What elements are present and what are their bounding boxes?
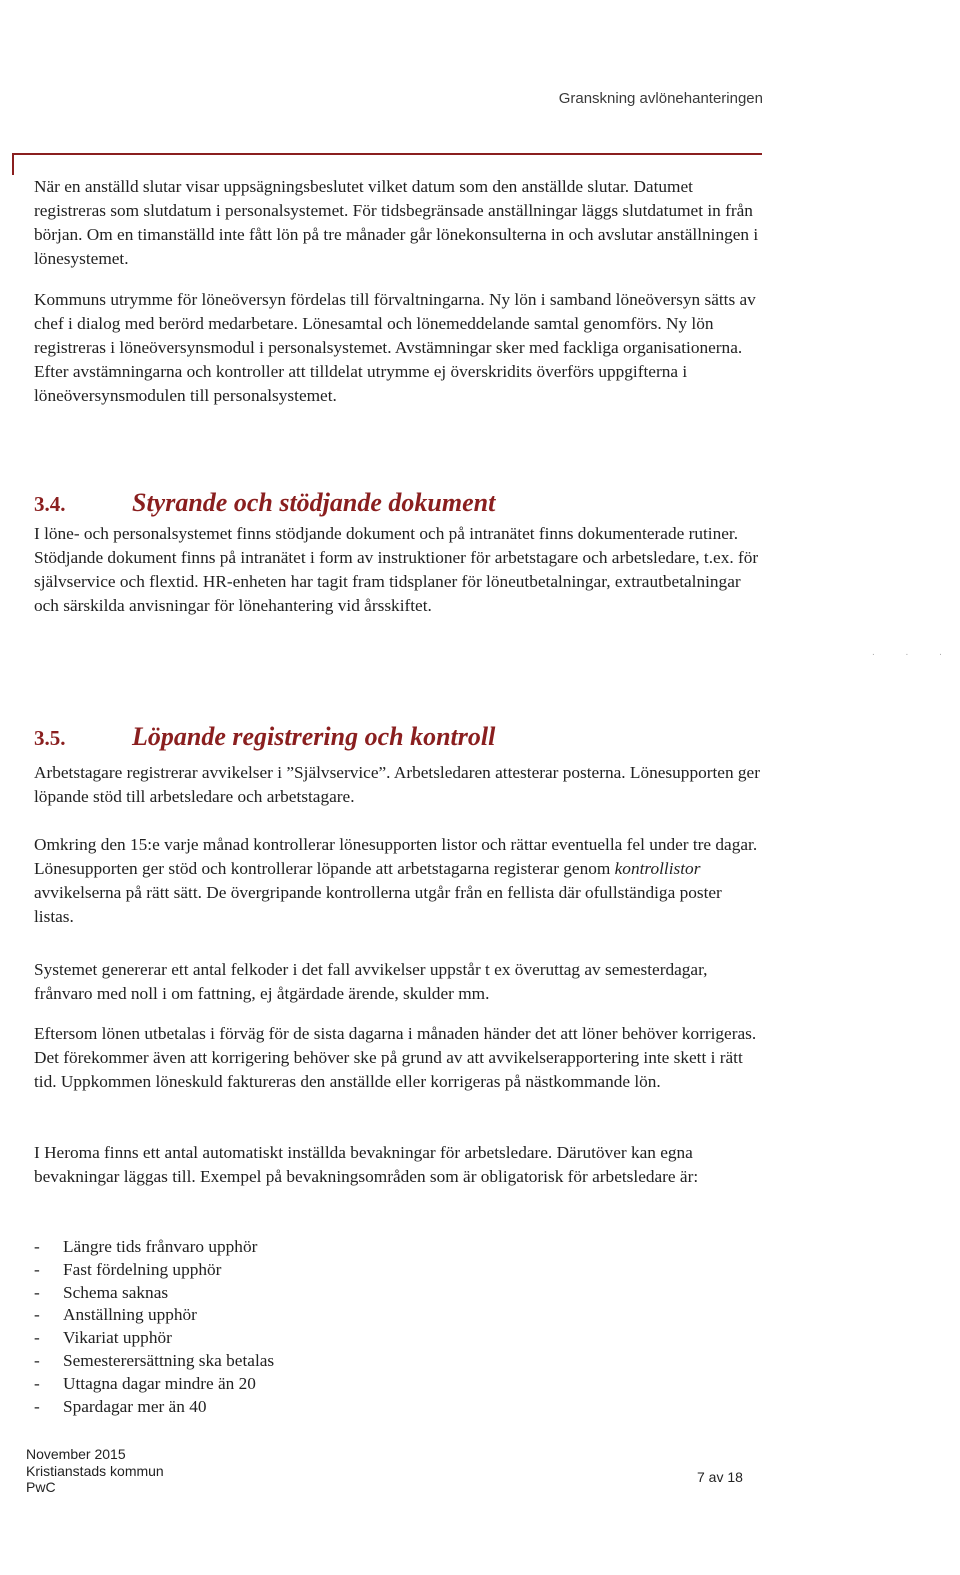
- list-marker: -: [34, 1282, 40, 1302]
- list-item-text: Fast fördelning upphör: [63, 1259, 222, 1279]
- paragraph-salary-review: Kommuns utrymme för löneöversyn fördelas till förvaltningarna. Ny lön i samband löneöversyn sätts av chef i dialog med berörd medarbetare. Lönesamtal och lönemeddelande samtal genomförs. Ny lön registreras i löneöversynsmodul i personalsystemet. Avstämningar sker med fackliga organisationerna. Efter avstämningarna och kontroller att tilldelat utrymme ej överskridits överförs uppgifterna i löneöversynsmodulen till personalsystemet.: [34, 290, 756, 405]
- list-item: [34, 1373, 274, 1396]
- list-item-text: Längre tids frånvaro upphör: [63, 1237, 258, 1256]
- list-item: [34, 1350, 274, 1373]
- list-item-text: Uttagna dagar mindre än 20: [63, 1373, 256, 1393]
- paragraph-self-service: Arbetstagare registrerar avvikelser i ”Självservice”. Arbetsledaren attesterar posterna. Lönesupporten ger löpande stöd till arbetsledare och arbetstagare.: [34, 763, 760, 806]
- header-rule-tick: [12, 153, 14, 175]
- list-item: [34, 1236, 274, 1259]
- footer: [26, 1446, 164, 1496]
- list-item-text: Spardagar mer än 40: [63, 1396, 207, 1416]
- section-number: 3.5.: [34, 726, 66, 750]
- footer-firm: PwC: [26, 1479, 56, 1495]
- section-heading-3-5: [34, 722, 495, 752]
- alert-list: [34, 1236, 274, 1418]
- paragraph-support-documents: I löne- och personalsystemet finns stödjande dokument och på intranätet finns dokumenterade rutiner. Stödjande dokument finns på intranätet i form av instruktioner för arbetstagare och arbetsledare, t.ex. för självservice och flextid. HR-enheten har tagit fram tidsplaner för löneutbetalningar, extrautbetalningar och särskilda anvisningar för lönehantering vid årsskiftet.: [34, 524, 759, 615]
- list-item-text: Semesterersättning ska betalas: [63, 1350, 275, 1370]
- list-marker: -: [34, 1259, 40, 1279]
- list-marker: -: [34, 1373, 40, 1393]
- list-marker: -: [34, 1350, 40, 1370]
- paragraph-text: avvikelserna på rätt sätt. De övergripande kontrollerna utgår från en fellista där ofullständiga poster listas.: [34, 883, 722, 926]
- list-marker: -: [34, 1305, 40, 1325]
- section-title: Styrande och stödjande dokument: [132, 488, 496, 517]
- section-title: Löpande registrering och kontroll: [132, 722, 496, 751]
- paragraph-error-codes: Systemet genererar ett antal felkoder i det fall avvikelser uppstår t ex överuttag av semesterdagar, frånvaro med noll i om fattning, ej åtgärdade ärende, skulder mm.: [34, 960, 708, 1003]
- section-heading-3-4: [34, 488, 495, 518]
- list-item-text: Schema saknas: [63, 1282, 169, 1302]
- list-marker: -: [34, 1328, 40, 1348]
- page-number: 7 av 18: [697, 1469, 743, 1485]
- running-header-title: Granskning avlönehanteringen: [558, 90, 763, 107]
- section-number: 3.4.: [34, 492, 66, 516]
- paragraph-heroma-alerts: I Heroma finns ett antal automatiskt inställda bevakningar för arbetsledare. Därutöver kan egna bevakningar läggas till. Exempel på bevakningsområden som är obligatorisk för arbetsledare är:: [34, 1143, 699, 1186]
- paragraph-monthly-control: [34, 833, 760, 929]
- list-item-text: Vikariat upphör: [63, 1328, 172, 1348]
- paragraph-salary-corrections: Eftersom lönen utbetalas i förväg för de sista dagarna i månaden händer det att löner behöver korrigeras. Det förekommer även att korrigering behöver ske på grund av att avvikelserapportering inte skett i rätt tid. Uppkommen löneskuld faktureras den anställde eller korrigeras på nästkommande lön.: [34, 1024, 757, 1091]
- list-item: [34, 1304, 274, 1327]
- list-marker: -: [34, 1237, 40, 1256]
- footer-organization: Kristianstads kommun: [26, 1462, 164, 1479]
- emphasis-text: kontrollistor: [614, 859, 701, 878]
- footer-date: November 2015: [26, 1446, 126, 1462]
- list-item: [34, 1396, 274, 1419]
- list-item: [34, 1259, 274, 1282]
- list-marker: -: [34, 1396, 40, 1416]
- paragraph-employment-end: När en anställd slutar visar uppsägningsbeslutet vilket datum som den anställde slutar. Datumet registreras som slutdatum i personalsystemet. För tidsbegränsade anställningar läggs slutdatumet in från början. Om en timanställd inte fått lön på tre månader går lönekonsulterna in och avslutar anställningen i lönesystemet.: [34, 177, 759, 268]
- list-item: [34, 1282, 274, 1305]
- list-item-text: Anställning upphör: [63, 1305, 197, 1325]
- list-item: [34, 1327, 274, 1350]
- paragraph-text: Omkring den 15:e varje månad kontrollerar lönesupporten listor och rättar eventuella fel under tre dagar. Lönesupporten ger stöd och kontrollerar löpande att arbetstagarna registerar genom: [34, 835, 758, 878]
- scan-dust: . . .: [872, 647, 956, 658]
- header-rule: [12, 153, 762, 155]
